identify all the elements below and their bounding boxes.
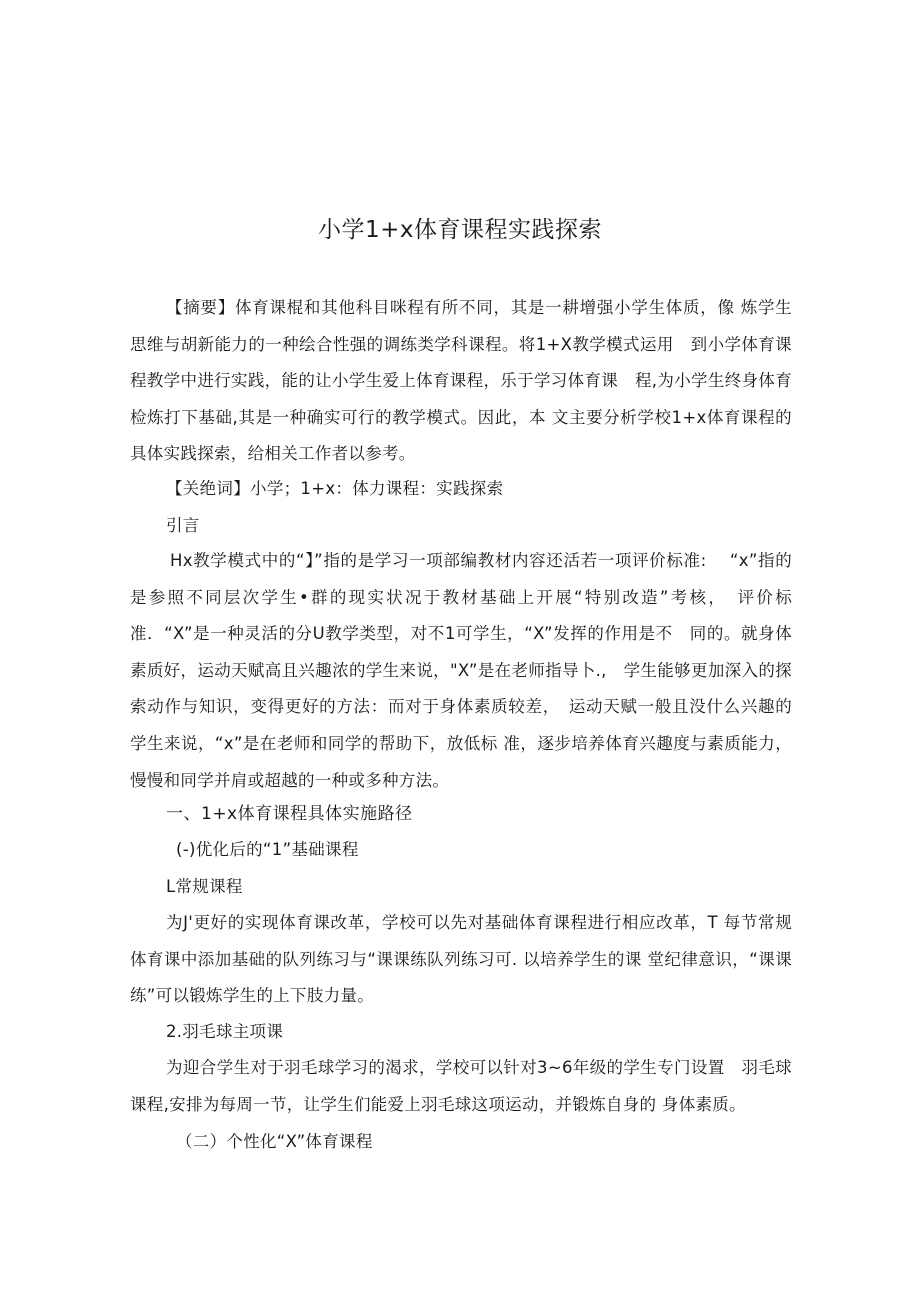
abstract-paragraph: 【摘要】体育课棍和其他科目咪程有所不同，其是一耕增强小学生体质，像 炼学生思维与胡新能力的一种绘合性强的调练类学科课程。将1+X教学模式运用 到小学体育课程教学中进行实践，能的让小学生爱上体育课程，乐于学习体育课 程,为小学生终身体育检炼打下基础,其是一种确实可行的教学模式。因此，本 文主要分析学校1+x体育课程的具体实践探索，给相关工作者以参考。 (130, 298, 792, 464)
badminton-course-paragraph: 为迎合学生对于羽毛球学习的渴求，学校可以针对3~6年级的学生专门设置 羽毛球课程,安排为每周一节，让学生们能爱上羽毛球这项运动，并锻炼自身的 身体素质。 (130, 1058, 792, 1114)
document-title: 小学1+x体育课程实践探索 (317, 217, 603, 243)
intro-heading: 引言 (166, 516, 200, 535)
subsection-heading-personalized-course: （二）个性化“X”体育课程 (176, 1132, 373, 1151)
subsection-heading-basic-course: (-)优化后的“1”基础课程 (176, 840, 359, 859)
item-heading-regular-course: L常规课程 (166, 877, 243, 896)
regular-course-paragraph: 为J'更好的实现体育课改革，学校可以先对基础体育课程进行相应改革，T 每节常规体育课中添加基础的队列练习与“课课练队列练习可. 以培养学生的课 堂纪律意识，“课课练”可以锻炼学生的上下肢力量。 (130, 913, 792, 1006)
keywords-line: 【关绝词】小学；1+x：体力课程：实践探索 (166, 479, 504, 498)
intro-paragraph: Hx教学模式中的“】”指的是学习一项部编教材内容还活若一项评价标准: “x”指的是参照不同层次学生•群的现实状况于教材基础上开展“特别改造”考核， 评价标准．“X”是一种灵活的分U教学类型，对不1可学生，“X”发挥的作用是不 同的。就身体素质好，运动天赋高且兴趣浓的学生来说，"X”是在老师指导卜., 学生能够更加深入的探索动作与知识，变得更好的方法：而对于身体素质较差， 运动天赋一般且没什么兴趣的学生来说，“x”是在老师和同学的帮助下，放低标 准，逐步培养体育兴趣度与素质能力，慢慢和同学并肩或超越的一种或多种方法。 (130, 551, 792, 790)
item-heading-badminton-course: 2.羽毛球主项课 (166, 1022, 284, 1041)
section-heading-implementation: 一、1+x体育课程具体实施路径 (166, 804, 413, 824)
